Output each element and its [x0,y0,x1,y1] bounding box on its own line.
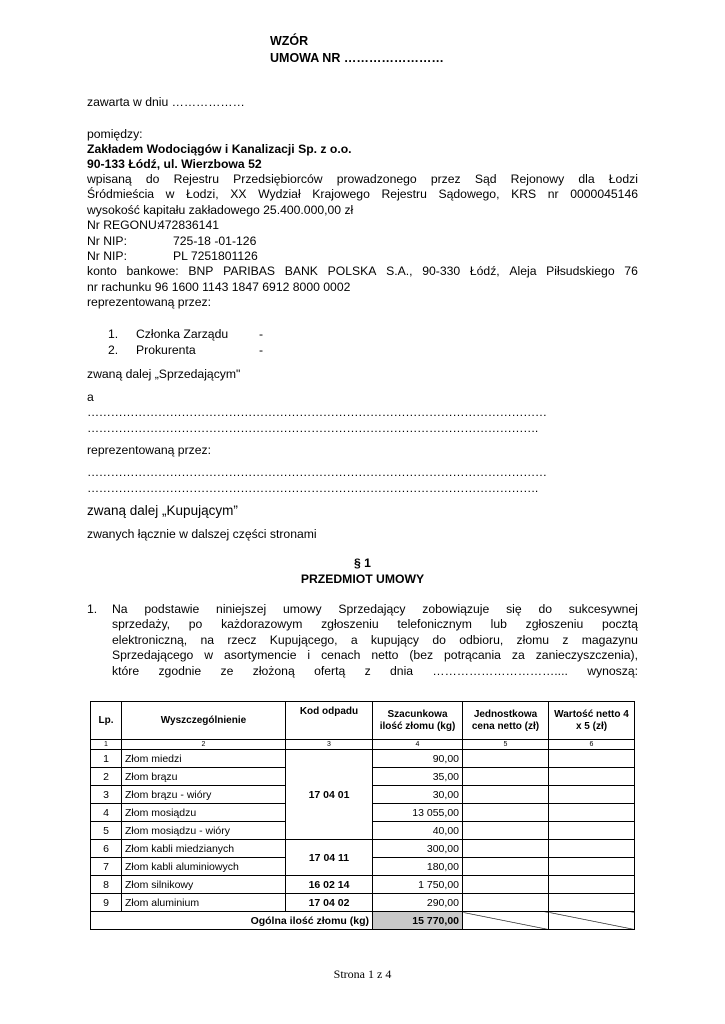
word: przez [430,172,461,186]
word: a [350,633,358,647]
word: POLSKA [327,264,377,278]
word: Rejonowy [510,172,565,186]
buyer-designation: zwaną dalej „Kupującym” [87,503,238,518]
nip-value: 725-18 -01-126 [173,234,257,248]
price-cell[interactable] [463,822,549,840]
word: Krajowego [312,187,370,201]
word: bankowe: [126,264,179,278]
regon-label: Nr REGONU: [87,218,161,232]
word: sukcesywnej [568,602,638,616]
word: Sprzedający [338,602,406,616]
word: z [364,664,371,678]
word: Łodzi, [186,187,219,201]
account-number: nr rachunku 96 1600 1143 1847 6912 8000 0002 [87,280,351,294]
date-line: zawarta w dniu ……………… [87,95,245,109]
row-lp: 4 [91,804,122,822]
word: Rejestru [173,172,219,186]
row-qty: 90,00 [373,750,463,768]
clause-line [112,664,638,678]
word: do [538,602,553,616]
table-row [91,876,635,894]
price-cell[interactable] [463,804,549,822]
word: Rejestru [381,187,427,201]
row-name: Złom kabli miedzianych [122,840,286,858]
rep-dash: - [259,327,264,341]
company-address: 90-133 Łódź, ul. Wierzbowa 52 [87,157,262,171]
registry-line-2 [87,187,638,201]
header-code: Kod odpadu [286,702,373,740]
col-num: 2 [122,740,286,750]
word: S.A., [386,264,413,278]
word: rzecz [227,633,257,647]
header-lp: Lp. [91,702,122,740]
word: każdorazowym [221,617,303,631]
row-lp: 9 [91,894,122,912]
value-cell[interactable] [549,822,635,840]
word: niniejszej [216,602,267,616]
table-row [91,750,635,768]
clause-number: 1. [87,602,98,616]
total-row [91,912,635,930]
table-header-row [91,702,635,740]
price-cell[interactable] [463,840,549,858]
word: wpisaną [87,172,132,186]
bank-account-line [87,264,638,278]
header-qty: Szacunkowa ilość złomu (kg) [373,702,463,740]
table-row [91,840,635,858]
word: na [200,633,215,647]
word: za [511,648,525,662]
clause-line [112,648,638,662]
page-number: Strona 1 z 4 [333,967,392,981]
row-name: Złom miedzi [122,750,286,768]
waste-code: 17 04 01 [286,750,373,840]
col-num: 4 [373,740,463,750]
row-lp: 6 [91,840,122,858]
word: konto [87,264,117,278]
value-cell[interactable] [549,876,635,894]
col-num: 3 [286,740,373,750]
word: złomu [516,633,550,647]
price-cell[interactable] [463,858,549,876]
word: dnia [390,664,414,678]
word: Sprzedającego [112,648,194,662]
waste-code: 17 04 11 [286,840,373,876]
word: prowadzonego [336,172,417,186]
row-lp: 3 [91,786,122,804]
word: 90-330 [422,264,461,278]
row-qty: 40,00 [373,822,463,840]
nip-pl-label: Nr NIP: [87,249,127,263]
value-cell[interactable] [549,750,635,768]
section-title: PRZEDMIOT UMOWY [300,572,425,586]
between-label: pomiędzy: [87,127,143,141]
word: BNP [188,264,214,278]
crossed-cell [549,912,635,930]
row-qty: 13 055,00 [373,804,463,822]
total-label: Ogólna ilość złomu (kg) [91,912,373,930]
word: netto [371,648,399,662]
col-num: 1 [91,740,122,750]
word: i [307,648,311,662]
price-cell[interactable] [463,768,549,786]
price-cell[interactable] [463,876,549,894]
value-cell[interactable] [549,894,635,912]
buyer-dots-line-1: ……………………………………………………………………………………………………… [87,405,547,419]
word: Śródmieścia [87,187,155,201]
row-lp: 8 [91,876,122,894]
rep-dots-line-1: ……………………………………………………………………………………………………… [87,465,547,479]
column-number-row [91,740,635,750]
word: KRS [511,187,537,201]
word: ze [220,664,234,678]
word: podstawie [144,602,200,616]
col-num: 5 [463,740,549,750]
price-cell[interactable] [463,894,549,912]
word: magazynu [581,633,638,647]
word: Łódź, [469,264,500,278]
word: zobowiązuje [422,602,490,616]
word: w [165,187,175,201]
word: zgłoszeniu [525,617,584,631]
word: odbioru, [459,633,504,647]
row-qty: 35,00 [373,768,463,786]
row-qty: 300,00 [373,840,463,858]
total-value: 15 770,00 [373,912,463,930]
row-name: Złom kabli aluminiowych [122,858,286,876]
scrap-table [90,701,635,930]
contract-number: UMOWA NR …………………… [270,51,444,65]
word: zanieczyszczenia), [535,648,638,662]
word: dla [578,172,595,186]
word: umowy [282,602,322,616]
word: cenach [321,648,361,662]
parties-note: zwanych łącznie w dalszej części stronami [87,527,317,541]
row-qty: 290,00 [373,894,463,912]
word: wynoszą: [587,664,638,678]
word: Kupującego, [269,633,338,647]
word: Przedsiębiorców [233,172,323,186]
table-row [91,894,635,912]
company-name: Zakładem Wodociągów i Kanalizacji Sp. z o.o. [87,142,352,156]
header-value: Wartość netto 4 x 5 (zł) [549,702,635,740]
word: zgłoszeniu [321,617,379,631]
value-cell[interactable] [549,840,635,858]
word: potrącania [444,648,501,662]
row-lp: 7 [91,858,122,876]
waste-code: 16 02 14 [286,876,373,894]
word: w [204,648,214,662]
word: sprzedaży, [112,617,171,631]
row-name: Złom mosiądzu - wióry [122,822,286,840]
word: XX [230,187,247,201]
word: z [562,633,569,647]
word: Aleja [509,264,537,278]
nip-label: Nr NIP: [87,234,127,248]
word: Łodzi [608,172,638,186]
value-cell[interactable] [549,768,635,786]
word: kupujący [370,633,420,647]
crossed-cell [463,912,549,930]
word: BANK [284,264,318,278]
row-lp: 2 [91,768,122,786]
row-name: Złom brązu [122,768,286,786]
col-num: 6 [549,740,635,750]
clause-line [112,602,638,616]
value-cell[interactable] [549,858,635,876]
rep-number: 2. [108,343,119,357]
rep-label: Członka Zarządu [136,327,229,341]
word: lub [490,617,507,631]
word: po [188,617,203,631]
value-cell[interactable] [549,804,635,822]
regon-value: 472836141 [158,218,220,232]
rep-label: Prokurenta [136,343,196,357]
rep-dots-line-2: ……………………………………………………………………………………………………. [87,481,538,495]
value-cell[interactable] [549,786,635,804]
and-label: a [87,390,94,404]
word: Na [112,602,128,616]
represented-by-label: reprezentowaną przez: [87,295,211,309]
rep-number: 1. [108,327,119,341]
word: telefonicznym [397,617,472,631]
row-qty: 30,00 [373,786,463,804]
word: się [506,602,522,616]
rep-dash: - [259,343,264,357]
word: 0000045146 [570,187,638,201]
represented-by-label-2: reprezentowaną przez: [87,443,211,457]
word: PARIBAS [223,264,276,278]
buyer-dots-line-2: ……………………………………………………………………………………………………. [87,421,538,435]
row-lp: 1 [91,750,122,768]
clause-line [112,633,638,647]
word: do [432,633,446,647]
row-name: Złom brązu - wióry [122,786,286,804]
word: do [145,172,160,186]
word: ………………………….... [432,664,568,678]
row-name: Złom aluminium [122,894,286,912]
row-qty: 180,00 [373,858,463,876]
doc-label-wzor: WZÓR [270,34,309,48]
seller-designation: zwaną dalej „Sprzedającym" [87,367,241,381]
row-qty: 1 750,00 [373,876,463,894]
nip-pl-value: PL 7251801126 [173,249,258,263]
word: Sądowego, [438,187,500,201]
word: zgodnie [158,664,202,678]
word: które [112,664,140,678]
waste-code: 17 04 02 [286,894,373,912]
word: 76 [624,264,638,278]
row-name: Złom silnikowy [122,876,286,894]
word: asortymencie [224,648,297,662]
row-name: Złom mosiądzu [122,804,286,822]
clause-line [112,617,638,631]
word: pocztą [601,617,638,631]
header-spec: Wyszczególnienie [122,702,286,740]
word: elektroniczną, [112,633,188,647]
section-sign: § 1 [354,556,371,570]
price-cell[interactable] [463,786,549,804]
registry-line-1 [87,172,638,186]
word: Sąd [474,172,497,186]
price-cell[interactable] [463,750,549,768]
share-capital: wysokość kapitału zakładowego 25.400.000,00 zł [87,203,354,217]
word: ofertą [314,664,346,678]
header-price: Jednostkowa cena netto (zł) [463,702,549,740]
word: nr [547,187,559,201]
word: Wydział [258,187,301,201]
row-lp: 5 [91,822,122,840]
word: (bez [409,648,434,662]
word: złożoną [252,664,295,678]
word: Piłsudskiego [546,264,615,278]
